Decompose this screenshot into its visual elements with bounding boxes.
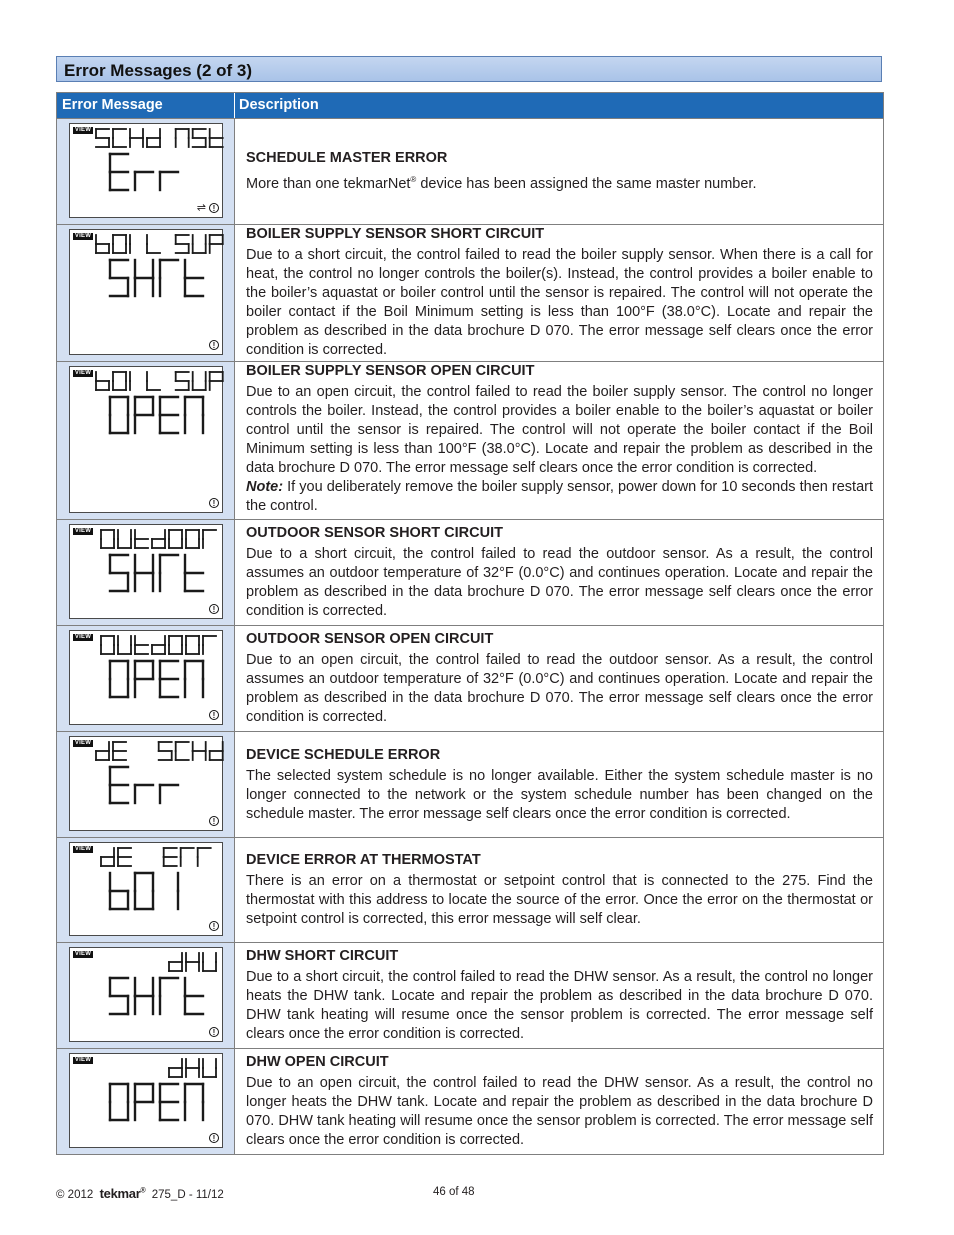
- lcd-segment-text: [70, 737, 224, 833]
- copyright: © 2012: [56, 1189, 94, 1201]
- lcd-display: [69, 842, 223, 936]
- lcd-display: [69, 736, 223, 831]
- error-description: Due to an open circuit, the control failed to read the DHW sensor. As a result, the control no longer heats the DHW tank. Locate and repair the problem as described in the data brochure D 070. DHW tank heating will resume once the sensor problem is corrected. The error message self clears once the error condition is corrected.: [246, 1075, 873, 1148]
- lcd-segment-text: [70, 525, 224, 621]
- lcd-display-cell: [57, 626, 235, 731]
- lcd-display: [69, 366, 223, 513]
- lcd-display-cell: [57, 520, 235, 625]
- view-indicator: VIEW: [74, 634, 92, 640]
- error-description: Due to an open circuit, the control failed to read the outdoor sensor. As a result, the control assumes an outdoor temperature of 32°F (0.0°C) and continues operation. Locate and repair the problem as described in the data brochure D 070. The error message self clears once the error condition is corrected.: [246, 652, 873, 725]
- warning-icon: !: [209, 1133, 219, 1143]
- lcd-segment-text: [70, 631, 224, 727]
- description-cell: [235, 225, 883, 361]
- error-title: BOILER SUPPLY SENSOR OPEN CIRCUIT: [246, 363, 535, 379]
- error-note: Note: If you deliberately remove the boiler supply sensor, power down for 10 seconds then restart the control.: [246, 479, 873, 514]
- view-indicator: VIEW: [74, 528, 92, 534]
- lcd-display-cell: [57, 1049, 235, 1154]
- footer-left: [56, 1186, 224, 1201]
- column-header-description: Description: [239, 97, 319, 113]
- lcd-display: [69, 630, 223, 725]
- table-row: [57, 1048, 883, 1154]
- lcd-segment-text: [70, 843, 224, 938]
- table-body: [57, 118, 883, 1154]
- description-cell: [235, 943, 883, 1048]
- table-header: [57, 93, 883, 118]
- description-cell: [235, 362, 883, 519]
- warning-icon: !: [209, 203, 219, 213]
- error-description: Due to a short circuit, the control failed to read the outdoor sensor. As a result, the control assumes an outdoor temperature of 32°F (0.0°C) and continues operation. Locate and repair the problem as described in the data brochure D 070. The error message self clears once the error condition is corrected.: [246, 546, 873, 619]
- table-row: [57, 224, 883, 361]
- warning-icon: !: [209, 1027, 219, 1037]
- error-description: There is an error on a thermostat or setpoint control that is connected to the 275. Find the thermostat with this address to locate the source of the error. Once the error on the thermostat or setpoint control is corrected, this error message will self clear.: [246, 873, 873, 927]
- table-row: [57, 837, 883, 942]
- table-row: [57, 731, 883, 837]
- lcd-display-cell: [57, 732, 235, 837]
- description-cell: [235, 119, 883, 224]
- warning-icon: !: [209, 710, 219, 720]
- error-title: BOILER SUPPLY SENSOR SHORT CIRCUIT: [246, 226, 545, 242]
- view-indicator: VIEW: [74, 951, 92, 957]
- lcd-display: [69, 524, 223, 619]
- error-title: SCHEDULE MASTER ERROR: [246, 150, 448, 167]
- table-row: [57, 942, 883, 1048]
- error-description: Due to an open circuit, the control failed to read the boiler supply sensor. The control no longer controls the boiler. Instead, the control provides a boiler enable to the boiler’s aquastat or boiler control until the sensor is repaired. The control will not operate the boiler contact if the Boil Minimum setting is less than 100°F (38.0°C). Locate and repair the problem as described in the data brochure D 070. The error message self clears once the error condition is corrected.: [246, 384, 873, 476]
- section-title-bar: [56, 56, 882, 82]
- error-messages-table: [56, 92, 884, 1155]
- column-header-error-message: Error Message: [57, 93, 235, 118]
- error-description: Due to a short circuit, the control failed to read the DHW sensor. As a result, the control no longer heats the DHW tank. Locate and repair the problem as described in the data brochure D 070. DHW tank heating will resume once the sensor problem is corrected. The error message self clears once the error condition is corrected.: [246, 969, 873, 1042]
- lcd-display-cell: [57, 362, 235, 519]
- network-icon: ⇌: [196, 202, 206, 214]
- error-title: OUTDOOR SENSOR SHORT CIRCUIT: [246, 525, 503, 541]
- warning-icon: !: [209, 498, 219, 508]
- table-row: [57, 361, 883, 519]
- error-description: More than one tekmarNet® device has been assigned the same master number.: [246, 175, 757, 192]
- warning-icon: !: [209, 816, 219, 826]
- error-title: DEVICE SCHEDULE ERROR: [246, 746, 441, 763]
- lcd-display-cell: [57, 838, 235, 942]
- warning-icon: !: [209, 340, 219, 350]
- document-id: 275_D - 11/12: [151, 1189, 224, 1201]
- warning-icon: !: [209, 604, 219, 614]
- view-indicator: VIEW: [74, 127, 92, 133]
- view-indicator: VIEW: [74, 846, 92, 852]
- error-title: DEVICE ERROR AT THERMOSTAT: [246, 852, 481, 868]
- page-number: 46 of 48: [433, 1186, 475, 1198]
- error-title: DHW SHORT CIRCUIT: [246, 948, 399, 964]
- error-description: Due to a short circuit, the control failed to read the boiler supply sensor. When there is a call for heat, the control no longer controls the boiler(s). Instead, the control provides a boiler enable to the boiler’s aquastat or boiler control until the sensor is repaired. The control will not operate the boiler contact if the Boil Minimum setting is less than 100°F (38.0°C). Locate and repair the problem as described in the data brochure D 070. The error message self clears once the error condition is corrected.: [246, 247, 873, 358]
- lcd-display: [69, 1053, 223, 1148]
- tekmar-logo: tekmar®: [99, 1186, 146, 1201]
- lcd-display-cell: [57, 943, 235, 1048]
- section-title: Error Messages (2 of 3): [64, 61, 253, 80]
- lcd-display: [69, 123, 223, 218]
- description-cell: [235, 732, 883, 837]
- lcd-display-cell: [57, 119, 235, 224]
- description-cell: [235, 1049, 883, 1154]
- error-title: OUTDOOR SENSOR OPEN CIRCUIT: [246, 631, 494, 647]
- view-indicator: VIEW: [74, 233, 92, 239]
- lcd-display: [69, 947, 223, 1042]
- lcd-segment-text: [70, 948, 224, 1044]
- table-row: [57, 625, 883, 731]
- view-indicator: VIEW: [74, 370, 92, 376]
- error-title: DHW OPEN CIRCUIT: [246, 1054, 389, 1070]
- view-indicator: VIEW: [74, 1057, 92, 1063]
- lcd-segment-text: [70, 367, 224, 515]
- error-description: The selected system schedule is no longer available. Either the system schedule master is no longer connected to the network or the system schedule number has been changed on the schedule master. The error message self clears once the error condition is corrected.: [246, 767, 873, 822]
- warning-icon: !: [209, 921, 219, 931]
- view-indicator: VIEW: [74, 740, 92, 746]
- description-cell: [235, 520, 883, 625]
- description-cell: [235, 838, 883, 942]
- lcd-display: [69, 229, 223, 355]
- table-row: [57, 519, 883, 625]
- description-cell: [235, 626, 883, 731]
- lcd-segment-text: [70, 230, 224, 357]
- table-row: [57, 118, 883, 224]
- lcd-segment-text: [70, 1054, 224, 1150]
- lcd-display-cell: [57, 225, 235, 361]
